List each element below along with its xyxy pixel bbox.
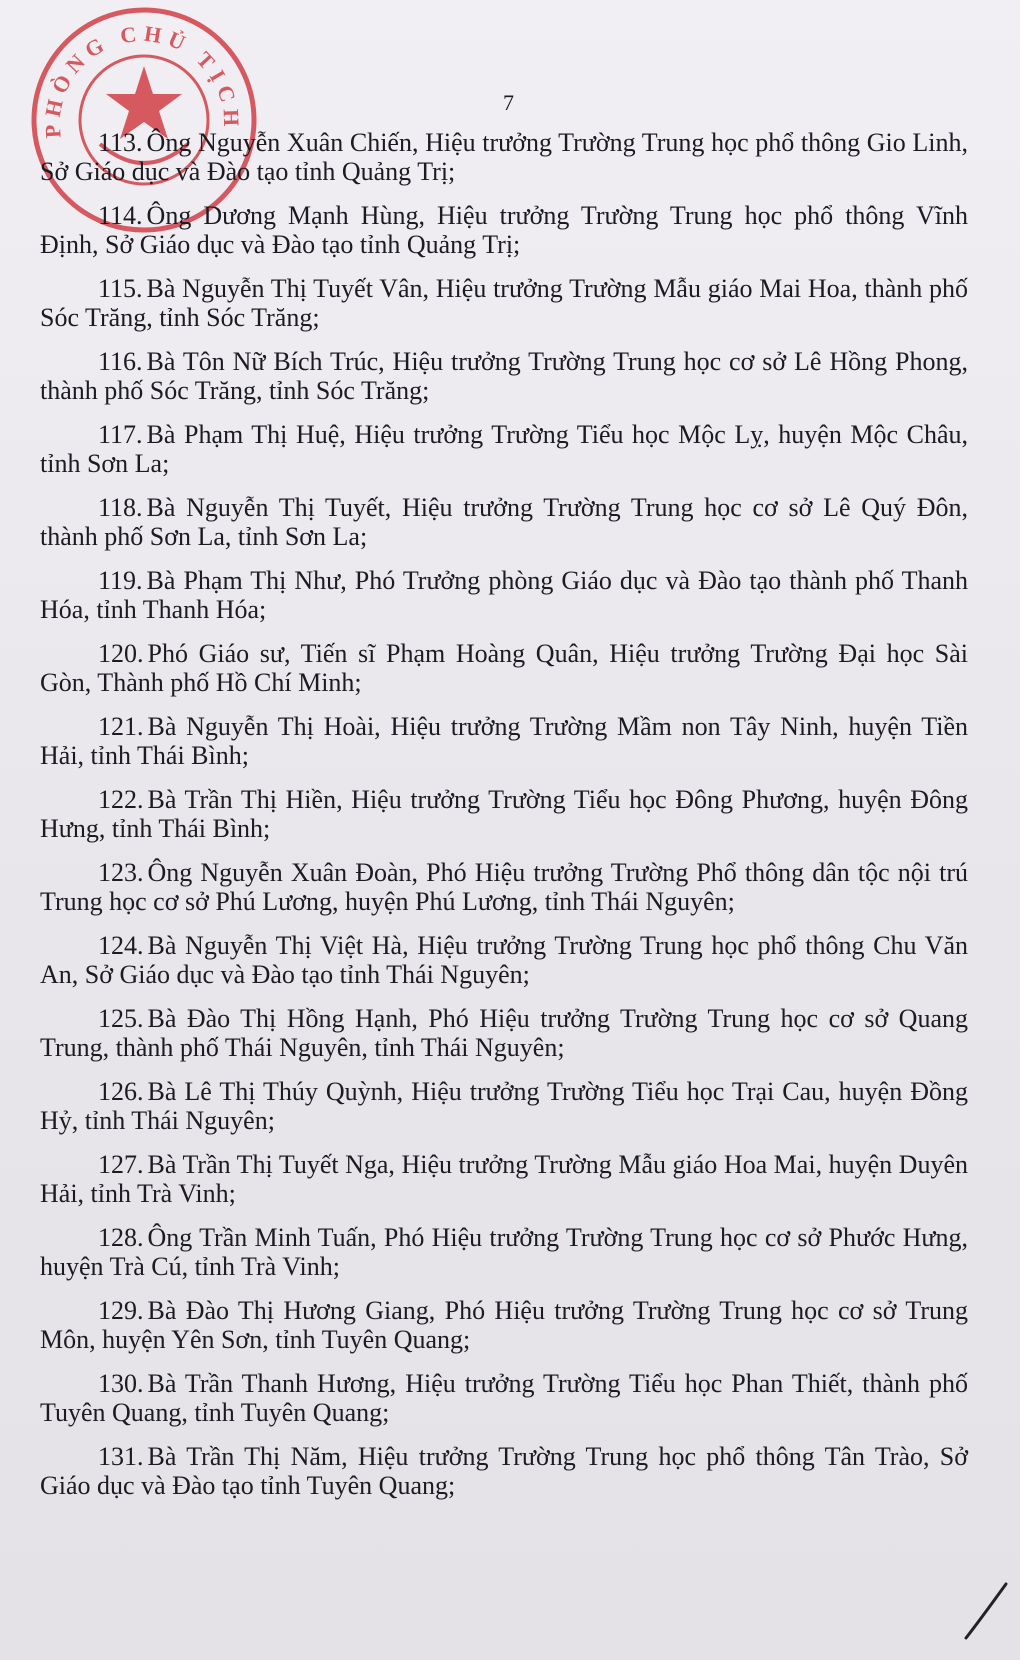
decision-list <box>40 128 968 1515</box>
list-item <box>40 1223 968 1281</box>
list-item <box>40 1004 968 1062</box>
item-text: Bà Nguyễn Thị Việt Hà, Hiệu trưởng Trường Trung học phổ thông Chu Văn An, Sở Giáo dục và Đào tạo tỉnh Thái Nguyên; <box>40 931 968 989</box>
item-text: Bà Phạm Thị Huệ, Hiệu trưởng Trường Tiểu học Mộc Lỵ, huyện Mộc Châu, tỉnh Sơn La; <box>40 420 968 478</box>
item-text: Bà Phạm Thị Như, Phó Trưởng phòng Giáo dục và Đào tạo thành phố Thanh Hóa, tỉnh Thanh Hóa; <box>40 566 968 624</box>
list-item <box>40 566 968 624</box>
item-number: 123. <box>98 858 144 887</box>
item-text: Ông Nguyễn Xuân Đoàn, Phó Hiệu trưởng Trường Phổ thông dân tộc nội trú Trung học cơ sở Phú Lương, huyện Phú Lương, tỉnh Thái Nguyên; <box>40 858 968 916</box>
item-number: 130. <box>98 1369 144 1398</box>
page-number: 7 <box>503 90 514 115</box>
item-number: 131. <box>98 1442 144 1471</box>
item-number: 127. <box>98 1150 144 1179</box>
item-text: Bà Đào Thị Hương Giang, Phó Hiệu trưởng Trường Trung học cơ sở Trung Môn, huyện Yên Sơn, tỉnh Tuyên Quang; <box>40 1296 968 1354</box>
item-number: 116. <box>98 347 143 376</box>
item-number: 128. <box>98 1223 144 1252</box>
item-number: 117. <box>98 420 143 449</box>
list-item <box>40 128 968 186</box>
item-number: 119. <box>98 566 143 595</box>
item-number: 125. <box>98 1004 144 1033</box>
item-number: 124. <box>98 931 144 960</box>
item-text: Ông Dương Mạnh Hùng, Hiệu trưởng Trường Trung học phổ thông Vĩnh Định, Sở Giáo dục và Đào tạo tỉnh Quảng Trị; <box>40 201 968 259</box>
list-item <box>40 1442 968 1500</box>
item-text: Ông Nguyễn Xuân Chiến, Hiệu trưởng Trường Trung học phổ thông Gio Linh, Sở Giáo dục và Đào tạo tỉnh Quảng Trị; <box>40 128 968 186</box>
list-item <box>40 201 968 259</box>
list-item <box>40 274 968 332</box>
item-number: 118. <box>98 493 143 522</box>
list-item <box>40 931 968 989</box>
item-number: 122. <box>98 785 144 814</box>
item-number: 129. <box>98 1296 144 1325</box>
item-text: Bà Nguyễn Thị Tuyết Vân, Hiệu trưởng Trường Mẫu giáo Mai Hoa, thành phố Sóc Trăng, tỉnh Sóc Trăng; <box>40 274 968 332</box>
list-item <box>40 639 968 697</box>
seal-text: PHÒNG CHỦ TỊCH <box>39 20 245 139</box>
list-item <box>40 1369 968 1427</box>
item-number: 113. <box>98 128 143 157</box>
item-number: 121. <box>98 712 144 741</box>
pen-stroke-mark <box>960 1580 1010 1642</box>
item-text: Bà Đào Thị Hồng Hạnh, Phó Hiệu trưởng Trường Trung học cơ sở Quang Trung, thành phố Thái Nguyên, tỉnh Thái Nguyên; <box>40 1004 968 1062</box>
item-text: Bà Nguyễn Thị Hoài, Hiệu trưởng Trường Mầm non Tây Ninh, huyện Tiền Hải, tỉnh Thái Bình; <box>40 712 968 770</box>
list-item <box>40 1150 968 1208</box>
list-item <box>40 785 968 843</box>
item-text: Bà Trần Thị Tuyết Nga, Hiệu trưởng Trường Mẫu giáo Hoa Mai, huyện Duyên Hải, tỉnh Trà Vinh; <box>40 1150 968 1208</box>
item-number: 126. <box>98 1077 144 1106</box>
list-item <box>40 712 968 770</box>
item-text: Bà Lê Thị Thúy Quỳnh, Hiệu trưởng Trường Tiểu học Trại Cau, huyện Đồng Hỷ, tỉnh Thái Nguyên; <box>40 1077 968 1135</box>
item-text: Phó Giáo sư, Tiến sĩ Phạm Hoàng Quân, Hiệu trưởng Trường Đại học Sài Gòn, Thành phố Hồ Chí Minh; <box>40 639 968 697</box>
item-text: Bà Trần Thanh Hương, Hiệu trưởng Trường Tiểu học Phan Thiết, thành phố Tuyên Quang, tỉnh Tuyên Quang; <box>40 1369 968 1427</box>
list-item <box>40 1296 968 1354</box>
item-text: Ông Trần Minh Tuấn, Phó Hiệu trưởng Trường Trung học cơ sở Phước Hưng, huyện Trà Cú, tỉnh Trà Vinh; <box>40 1223 968 1281</box>
item-number: 115. <box>98 274 143 303</box>
list-item <box>40 347 968 405</box>
item-number: 114. <box>98 201 143 230</box>
item-text: Bà Tôn Nữ Bích Trúc, Hiệu trưởng Trường Trung học cơ sở Lê Hồng Phong, thành phố Sóc Trăng, tỉnh Sóc Trăng; <box>40 347 968 405</box>
item-text: Bà Trần Thị Hiền, Hiệu trưởng Trường Tiểu học Đông Phương, huyện Đông Hưng, tỉnh Thái Bình; <box>40 785 968 843</box>
item-text: Bà Nguyễn Thị Tuyết, Hiệu trưởng Trường Trung học cơ sở Lê Quý Đôn, thành phố Sơn La, tỉnh Sơn La; <box>40 493 968 551</box>
item-text: Bà Trần Thị Năm, Hiệu trưởng Trường Trung học phổ thông Tân Trào, Sở Giáo dục và Đào tạo tỉnh Tuyên Quang; <box>40 1442 968 1500</box>
list-item <box>40 858 968 916</box>
list-item <box>40 493 968 551</box>
item-number: 120. <box>98 639 144 668</box>
list-item <box>40 1077 968 1135</box>
list-item <box>40 420 968 478</box>
